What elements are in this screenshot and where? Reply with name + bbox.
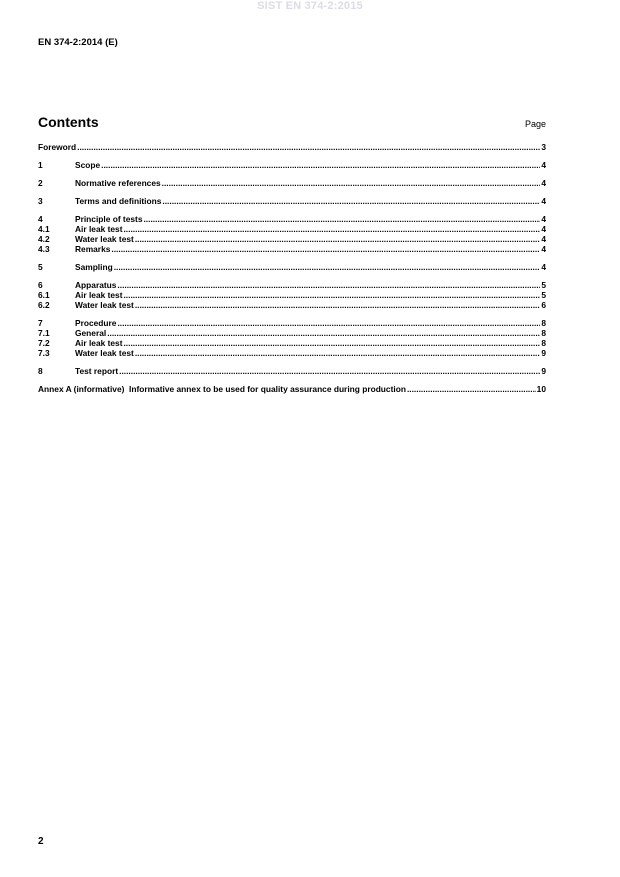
toc-entry-title: Foreword (38, 142, 77, 152)
toc-entry-title: Air leak test (75, 338, 123, 348)
toc-entry-title: Normative references (75, 178, 161, 188)
toc-entry-page: 8 (541, 338, 546, 348)
watermark: SIST EN 374-2:2015 (257, 0, 363, 12)
toc-entry-title: Principle of tests (75, 214, 143, 224)
toc-entry-title: General (75, 328, 107, 338)
toc-entry-annex-a[interactable] (38, 384, 546, 394)
toc-leader-dots (123, 338, 540, 348)
toc-entry-water-leak-test[interactable] (38, 234, 546, 244)
contents-title: Contents (38, 114, 99, 130)
toc-entry-title: Water leak test (75, 234, 134, 244)
toc-leader-dots (143, 214, 540, 224)
toc-entry-page: 6 (541, 300, 546, 310)
toc-entry-title: Apparatus (75, 280, 117, 290)
toc-entry-number: 8 (38, 366, 43, 376)
toc-entry-number: 7.3 (38, 348, 50, 358)
toc-entry-page: 9 (541, 366, 546, 376)
document-identifier: EN 374-2:2014 (E) (38, 37, 118, 48)
toc-entry-number: 7 (38, 318, 43, 328)
toc-entry-number: 5 (38, 262, 43, 272)
toc-leader-dots (111, 244, 540, 254)
toc-entry-page: 4 (541, 234, 546, 244)
toc-entry-page: 10 (536, 384, 546, 394)
toc-entry-page: 4 (541, 224, 546, 234)
toc-entry-page: 3 (541, 142, 546, 152)
toc-leader-dots (107, 328, 540, 338)
toc-entry-normative-references[interactable] (38, 178, 546, 188)
toc-entry-title: Terms and definitions (75, 196, 162, 206)
toc-entry-number: 4.1 (38, 224, 50, 234)
toc-leader-dots (123, 224, 540, 234)
toc-entry-number: 6 (38, 280, 43, 290)
toc-entry-air-leak-test[interactable] (38, 224, 546, 234)
toc-entry-procedure[interactable] (38, 318, 546, 328)
toc-entry-title: Air leak test (75, 290, 123, 300)
toc-entry-page: 4 (541, 178, 546, 188)
toc-leader-dots (119, 366, 540, 376)
toc-entry-water-leak-test[interactable] (38, 348, 546, 358)
toc-entry-title: Procedure (75, 318, 117, 328)
page-column-label: Page (524, 119, 546, 129)
toc-entry-remarks[interactable] (38, 244, 546, 254)
toc-leader-dots (135, 300, 541, 310)
toc-entry-number: 4 (38, 214, 43, 224)
toc-entry-number: 6.1 (38, 290, 50, 300)
contents-header (38, 114, 546, 130)
toc-leader-dots (117, 280, 540, 290)
toc-entry-page: 4 (541, 244, 546, 254)
toc-entry-page: 4 (541, 214, 546, 224)
page-number: 2 (38, 836, 44, 847)
toc-entry-page: 4 (541, 160, 546, 170)
toc-leader-dots (407, 384, 536, 394)
toc-entry-foreword[interactable] (38, 142, 546, 152)
toc-entry-number: 6.2 (38, 300, 50, 310)
toc-leader-dots (123, 290, 540, 300)
toc-leader-dots (135, 348, 541, 358)
toc-entry-title: Water leak test (75, 348, 134, 358)
toc-leader-dots (162, 196, 540, 206)
toc-leader-dots (162, 178, 541, 188)
toc-entry-number: 4.3 (38, 244, 50, 254)
toc-entry-title: Sampling (75, 262, 113, 272)
toc-leader-dots (117, 318, 540, 328)
toc-entry-air-leak-test[interactable] (38, 338, 546, 348)
toc-entry-terms-and-definitions[interactable] (38, 196, 546, 206)
toc-leader-dots (77, 142, 540, 152)
toc-entry-number: 4.2 (38, 234, 50, 244)
toc-entry-number: 7.1 (38, 328, 50, 338)
toc-entry-title: Test report (75, 366, 119, 376)
toc-entry-principle-of-tests[interactable] (38, 214, 546, 224)
toc-leader-dots (101, 160, 540, 170)
toc-entry-title: Water leak test (75, 300, 134, 310)
toc-entry-page: 8 (541, 328, 546, 338)
toc-entry-title: Scope (75, 160, 101, 170)
toc-entry-title: Air leak test (75, 224, 123, 234)
toc-entry-apparatus[interactable] (38, 280, 546, 290)
table-of-contents (38, 142, 546, 394)
toc-entry-page: 4 (541, 262, 546, 272)
toc-entry-number: 7.2 (38, 338, 50, 348)
toc-entry-title: Annex A (informative) Informative annex to be used for quality assurance during production (38, 384, 406, 394)
toc-entry-number: 3 (38, 196, 43, 206)
toc-leader-dots (135, 234, 541, 244)
toc-entry-page: 5 (541, 280, 546, 290)
toc-entry-title: Remarks (75, 244, 111, 254)
toc-entry-page: 4 (541, 196, 546, 206)
toc-entry-number: 1 (38, 160, 43, 170)
toc-entry-page: 8 (541, 318, 546, 328)
toc-entry-page: 9 (541, 348, 546, 358)
toc-entry-test-report[interactable] (38, 366, 546, 376)
toc-entry-air-leak-test[interactable] (38, 290, 546, 300)
toc-entry-general[interactable] (38, 328, 546, 338)
toc-entry-water-leak-test[interactable] (38, 300, 546, 310)
toc-entry-page: 5 (541, 290, 546, 300)
toc-leader-dots (114, 262, 541, 272)
toc-entry-scope[interactable] (38, 160, 546, 170)
toc-entry-sampling[interactable] (38, 262, 546, 272)
toc-entry-number: 2 (38, 178, 43, 188)
